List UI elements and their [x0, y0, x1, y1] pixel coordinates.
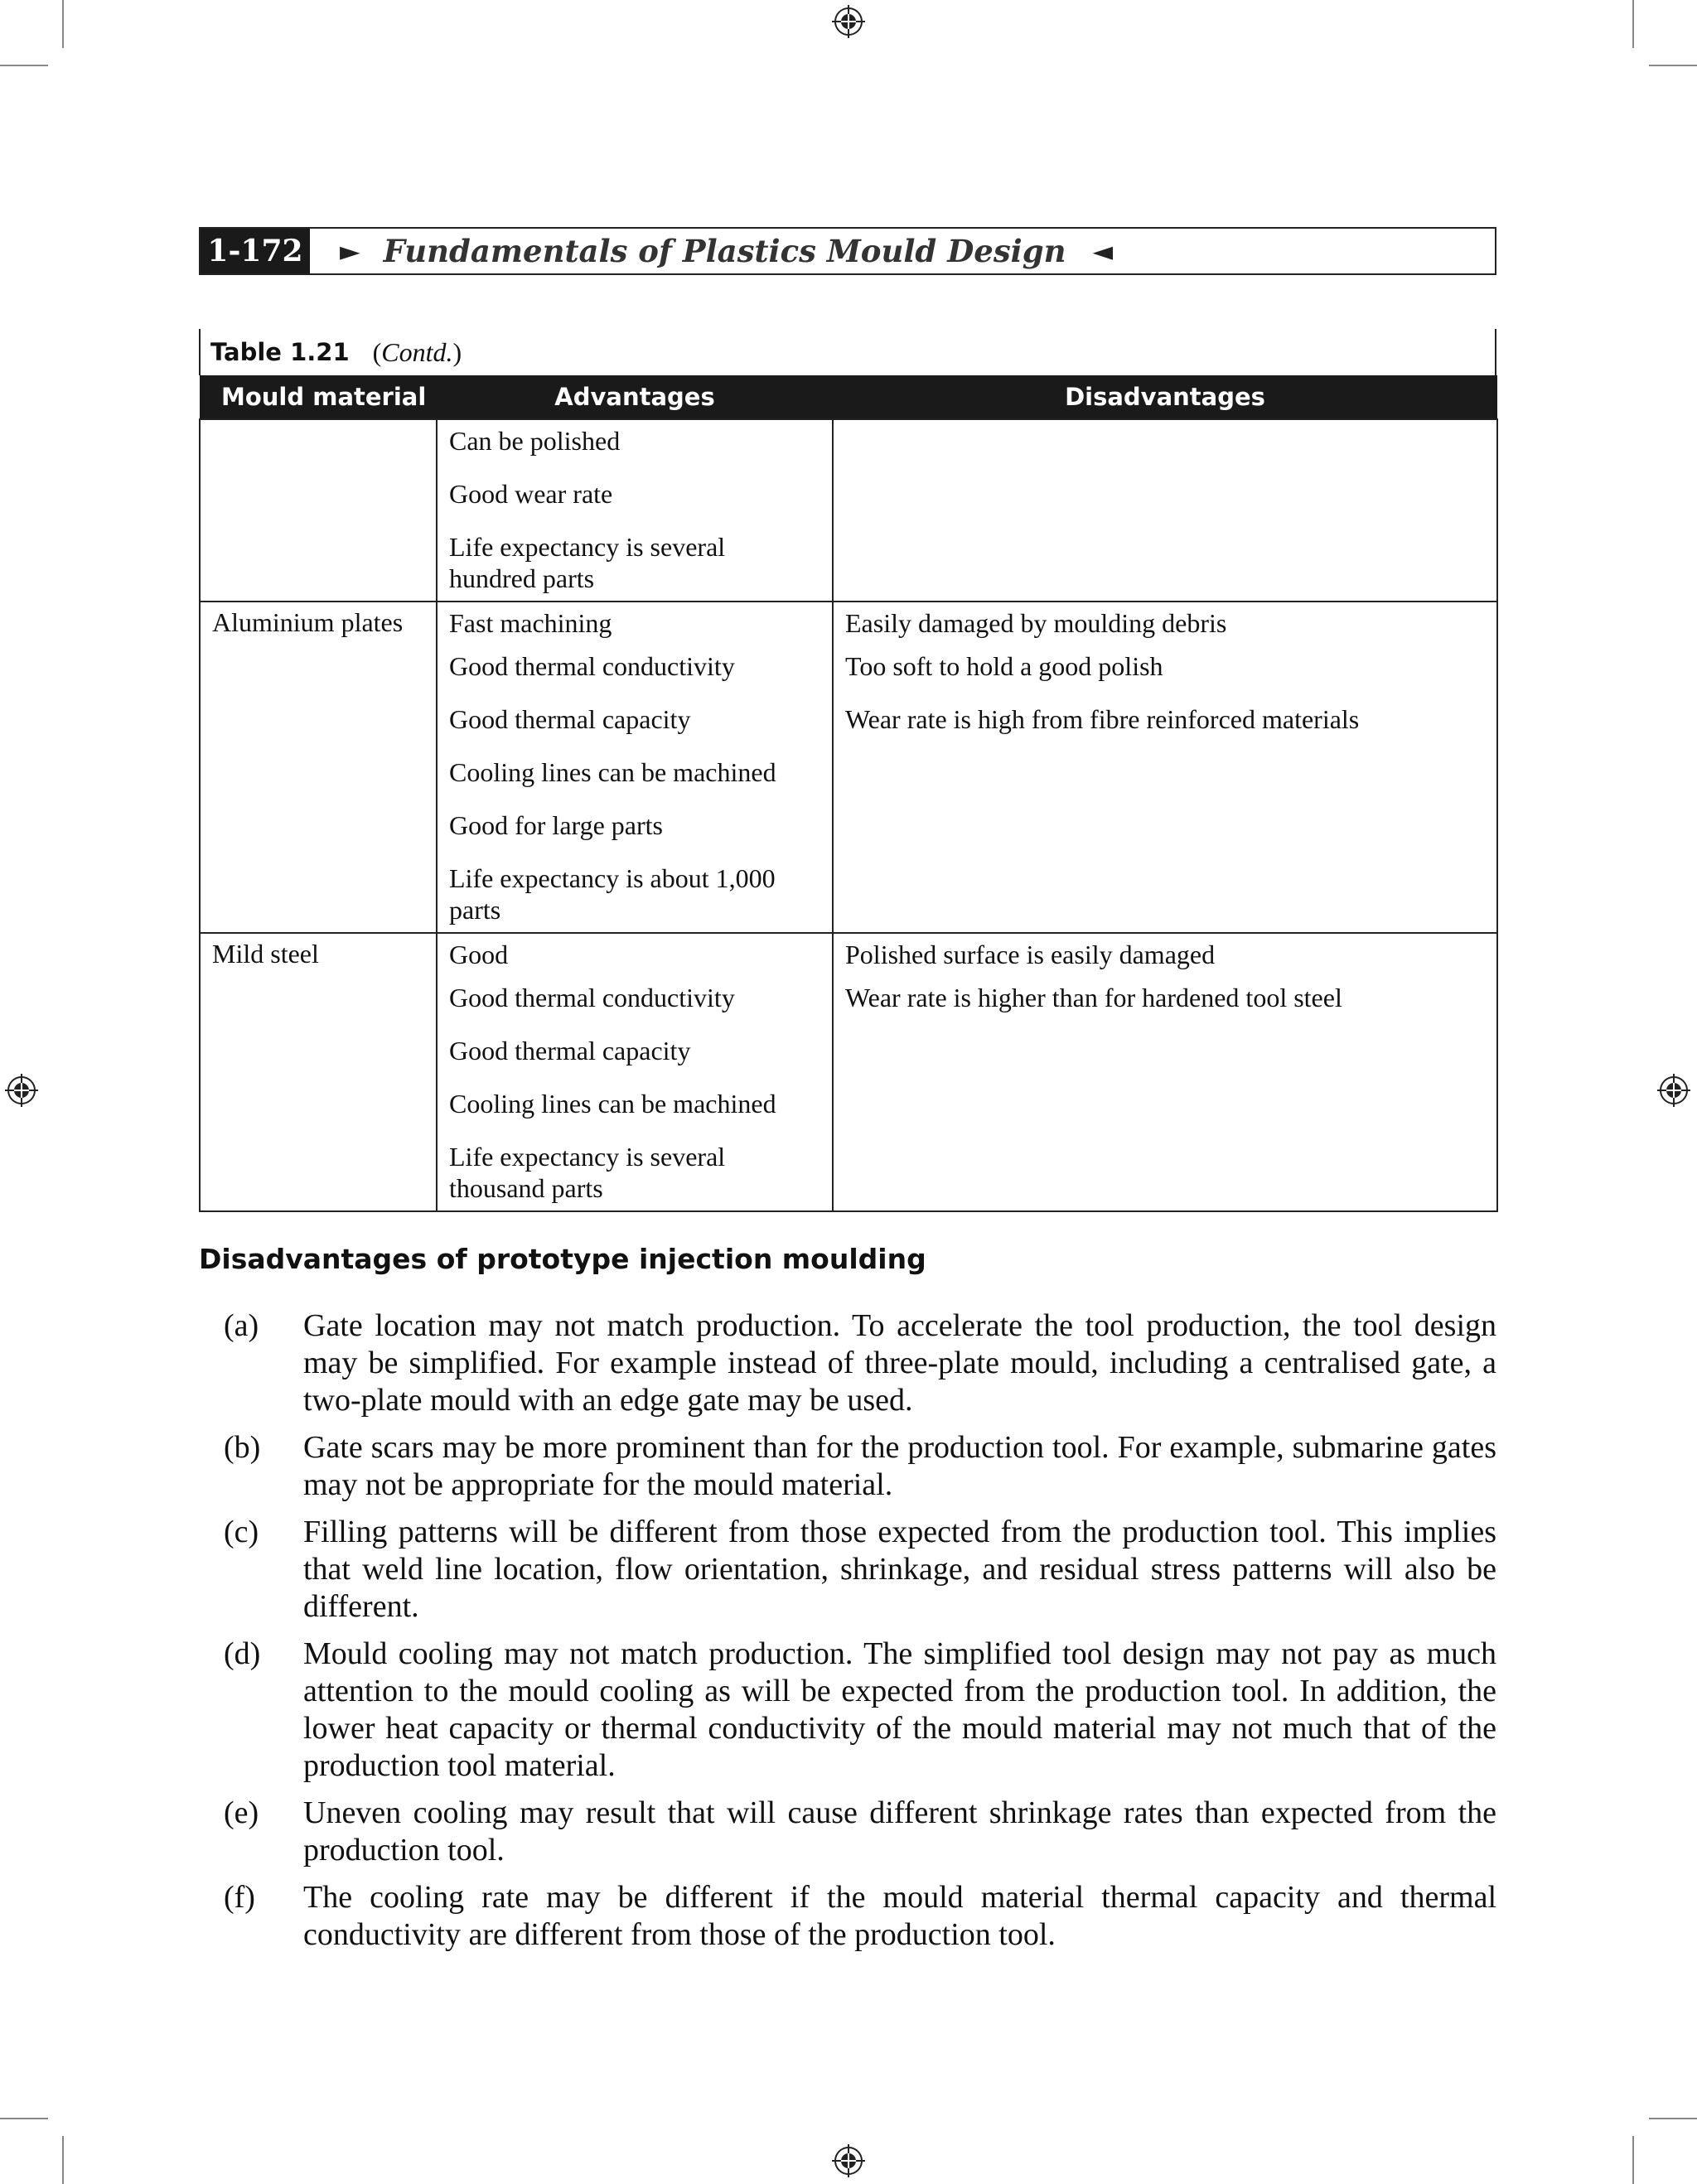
table-caption	[199, 329, 1496, 375]
advantage-item: Cooling lines can be machined	[449, 1089, 776, 1119]
table-row	[200, 933, 1497, 1211]
list-item-label: (a)	[224, 1308, 259, 1343]
disadvantages-cell	[833, 419, 1497, 602]
section-heading: Disadvantages of prototype injection moulding	[199, 1243, 926, 1275]
column-header: Advantages	[437, 375, 833, 419]
contd-label: Contd.	[381, 336, 453, 367]
crop-mark	[1632, 0, 1634, 48]
advantage-item: Fast machining	[449, 608, 612, 638]
list-item-label: (c)	[224, 1515, 259, 1549]
list-item-label: (b)	[224, 1430, 261, 1465]
table-contd: (Contd.)	[372, 336, 462, 367]
disadvantage-item: Too soft to hold a good polish	[845, 651, 1163, 681]
column-header: Mould material	[200, 375, 437, 419]
advantages-cell	[437, 602, 833, 933]
advantage-item: Life expectancy is several hundred parts	[449, 532, 726, 593]
disadvantage-item: Wear rate is higher than for hardened tool steel	[845, 983, 1342, 1012]
running-header	[199, 227, 1496, 275]
disadvantage-item: Wear rate is high from fibre reinforced materials	[845, 704, 1360, 734]
list-item-text: Uneven cooling may result that will cause different shrinkage rates than expected from the production tool.	[303, 1795, 1496, 1868]
registration-mark-icon	[5, 1074, 38, 1107]
crop-mark	[62, 0, 64, 48]
data-table	[199, 375, 1498, 1212]
list-item	[224, 1636, 1496, 1785]
advantages-cell	[437, 419, 833, 602]
advantage-item: Good wear rate	[449, 479, 613, 509]
advantage-item: Life expectancy is about 1,000 parts	[449, 863, 776, 925]
materials-table	[199, 329, 1496, 1212]
list-item-text: Mould cooling may not match production. The simplified tool design may not pay as much attention to the mould cooling as will be expected from the production tool. In addition, the lower heat capacity or thermal conductivity of the mould material may not much that of the production tool material.	[303, 1636, 1496, 1783]
column-header: Disadvantages	[833, 375, 1497, 419]
advantage-item: Good thermal conductivity	[449, 983, 735, 1012]
crop-mark	[0, 2118, 48, 2119]
table-number: Table 1.21	[210, 338, 350, 366]
crop-mark	[1649, 2118, 1697, 2119]
list-item-text: Gate location may not match production. To accelerate the tool production, the tool design may be simplified. For example instead of three-plate mould, including a centralised gate, a two-plate mould with an edge gate may be used.	[303, 1308, 1496, 1418]
material-cell	[200, 419, 437, 602]
arrow-right-icon: ►	[340, 235, 360, 267]
material-cell: Mild steel	[200, 933, 437, 1211]
disadvantage-item: Easily damaged by moulding debris	[845, 608, 1227, 638]
page-number: 1-172	[201, 229, 310, 273]
list-item-label: (d)	[224, 1636, 261, 1671]
crop-mark	[1649, 65, 1697, 66]
list-item-text: Gate scars may be more prominent than for the production tool. For example, submarine gates may not be appropriate for the mould material.	[303, 1430, 1496, 1502]
advantage-item: Good for large parts	[449, 810, 663, 840]
list-item	[224, 1795, 1496, 1869]
advantage-item: Good	[449, 940, 509, 969]
disadvantage-item: Polished surface is easily damaged	[845, 940, 1216, 969]
disadvantages-cell	[833, 933, 1497, 1211]
material-cell: Aluminium plates	[200, 602, 437, 933]
list-item-text: The cooling rate may be different if the mould material thermal capacity and thermal conductivity are different from those of the production tool.	[303, 1880, 1496, 1952]
registration-mark-icon	[832, 2144, 865, 2177]
list-item	[224, 1307, 1496, 1419]
book-title: Fundamentals of Plastics Mould Design	[383, 233, 1066, 269]
list-item-label: (f)	[224, 1880, 255, 1915]
list-item	[224, 1514, 1496, 1626]
registration-mark-icon	[1657, 1074, 1690, 1107]
disadvantages-cell	[833, 602, 1497, 933]
advantages-cell	[437, 933, 833, 1211]
advantage-item: Good thermal conductivity	[449, 651, 735, 681]
crop-mark	[0, 65, 48, 66]
advantage-item: Life expectancy is several thousand parts	[449, 1142, 726, 1203]
arrow-left-icon: ◄	[1092, 235, 1114, 267]
table-row	[200, 419, 1497, 602]
advantage-item: Good thermal capacity	[449, 704, 691, 734]
crop-mark	[1632, 2136, 1634, 2184]
list-item	[224, 1879, 1496, 1954]
table-row	[200, 602, 1497, 933]
list-item	[224, 1429, 1496, 1504]
registration-mark-icon	[832, 5, 865, 38]
advantage-item: Cooling lines can be machined	[449, 757, 776, 787]
advantage-item: Good thermal capacity	[449, 1036, 691, 1065]
table-header-row	[200, 375, 1497, 419]
list-item-text: Filling patterns will be different from those expected from the production tool. This implies that weld line location, flow orientation, shrinkage, and residual stress patterns will also be different.	[303, 1515, 1496, 1624]
crop-mark	[62, 2136, 64, 2184]
list-item-label: (e)	[224, 1795, 259, 1830]
advantage-item: Can be polished	[449, 426, 621, 456]
disadvantages-list	[224, 1307, 1496, 1964]
